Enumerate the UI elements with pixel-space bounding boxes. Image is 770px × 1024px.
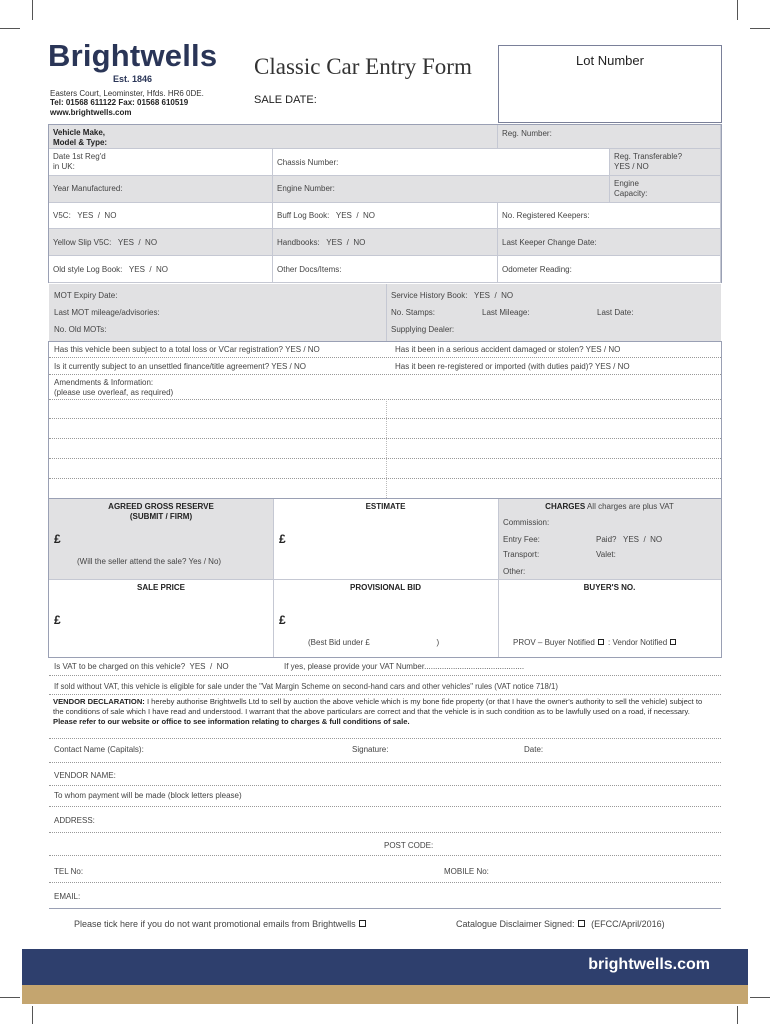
yellow-slip-field[interactable]: Yellow Slip V5C: YES / NO (49, 229, 273, 256)
lot-number-box[interactable] (498, 45, 722, 123)
old-mots-field[interactable]: No. Old MOTs: (54, 325, 107, 334)
stamps-field[interactable]: No. Stamps: (391, 308, 436, 317)
last-keeper-change-field[interactable]: Last Keeper Change Date: (498, 229, 721, 256)
vat-question[interactable]: Is VAT to be charged on this vehicle? YES / NO (54, 662, 229, 671)
sale-date-field[interactable]: SALE DATE: (254, 94, 317, 106)
engine-capacity-field[interactable]: Engine Capacity: (610, 176, 721, 203)
tel-field[interactable]: TEL No: (54, 867, 84, 876)
reserve-pound[interactable]: £ (54, 532, 61, 546)
chassis-number-field[interactable]: Chassis Number: (273, 149, 610, 176)
promo-optout-checkbox[interactable] (359, 920, 366, 927)
supplying-dealer-field[interactable]: Supplying Dealer: (391, 325, 455, 334)
date-field[interactable]: Date: (524, 745, 544, 754)
declaration-label: VENDOR DECLARATION: (53, 697, 145, 706)
seller-attend-question[interactable]: (Will the seller attend the sale? Yes / No) (77, 557, 222, 566)
disclaimer-label: Catalogue Disclaimer Signed: (456, 919, 575, 929)
vehicle-make-field[interactable]: Vehicle Make, Model & Type: (49, 125, 498, 149)
vendor-notified-checkbox[interactable] (670, 639, 676, 645)
handbooks-field[interactable]: Handbooks: YES / NO (273, 229, 498, 256)
email-field[interactable]: EMAIL: (54, 892, 81, 901)
promo-optout-label: Please tick here if you do not want promotional emails from Brightwells (74, 919, 356, 929)
charges-note: All charges are plus VAT (586, 502, 674, 511)
payment-name-field[interactable]: To whom payment will be made (block letters please) (54, 791, 242, 800)
charges-title: CHARGES (545, 502, 586, 511)
contact-name-field[interactable]: Contact Name (Capitals): (54, 745, 144, 754)
amendments-field[interactable]: Amendments & Information: (please use overleaf, as required) (54, 378, 174, 397)
valet-field[interactable]: Valet: (596, 550, 616, 559)
buyers-no-title: BUYER'S NO. (583, 583, 636, 592)
vat-number-field[interactable]: If yes, please provide your VAT Number............................................. (284, 662, 525, 671)
transport-field[interactable]: Transport: (503, 550, 540, 559)
address-field[interactable]: ADDRESS: (54, 816, 95, 825)
other-docs-field[interactable]: Other Docs/Items: (273, 256, 498, 283)
last-mileage-field[interactable]: Last Mileage: (482, 308, 530, 317)
footer-gold-bar (22, 985, 748, 1004)
v5c-field[interactable]: V5C: YES / NO (49, 203, 273, 229)
lot-number-label: Lot Number (576, 53, 644, 68)
sale-price-title: SALE PRICE (136, 583, 185, 592)
vat-margin-scheme-note: If sold without VAT, this vehicle is eligible for sale under the "Vat Margin Scheme on second-hand cars and other vehicles" rules (VAT notice 718/1) (54, 682, 558, 691)
total-loss-question[interactable]: Has this vehicle been subject to a total loss or VCar registration? YES / NO (54, 345, 320, 354)
accident-question[interactable]: Has it been in a serious accident damaged or stolen? YES / NO (395, 345, 621, 354)
reg-transferable-field[interactable]: Reg. Transferable? YES / NO (610, 149, 721, 176)
disclaimer-checkbox[interactable] (578, 920, 585, 927)
estimate-title: ESTIMATE (365, 502, 406, 511)
last-mot-field[interactable]: Last MOT mileage/advisories: (54, 308, 160, 317)
entry-fee-paid-field[interactable]: Paid? YES / NO (596, 535, 663, 544)
brand-est: Est. 1846 (113, 74, 153, 84)
agreed-reserve-title: AGREED GROSS RESERVE (SUBMIT / FIRM) (108, 502, 214, 522)
form-title: Classic Car Entry Form (254, 54, 472, 79)
provisional-bid-pound[interactable]: £ (279, 613, 286, 627)
provisional-bid-title: PROVISIONAL BID (350, 583, 421, 592)
signature-field[interactable]: Signature: (352, 745, 389, 754)
registered-keepers-field[interactable]: No. Registered Keepers: (498, 203, 721, 229)
odometer-field[interactable]: Odometer Reading: (498, 256, 721, 283)
finance-question[interactable]: Is it currently subject to an unsettled finance/title agreement? YES / NO (54, 362, 306, 371)
vendor-notified-label: : Vendor Notified (608, 638, 668, 647)
entry-fee-field[interactable]: Entry Fee: (503, 535, 540, 544)
post-code-field[interactable]: POST CODE: (384, 841, 434, 850)
declaration-bold-text: Please refer to our website or office to see information relating to charges & full conditions of sale. (53, 716, 410, 726)
reg-number-field[interactable]: Reg. Number: (498, 125, 721, 149)
vendor-name-field[interactable]: VENDOR NAME: (54, 771, 116, 780)
declaration-text: I hereby authorise Brightwells Ltd to sell by auction the above vehicle which is my bone fide property (or that I have the owner's authority to sell the vehicle) subject to the conditions of sale which I have read and understood. I warrant that the above particulars are correct and that the vehicle is in such condition as to be lawfully used on a road, if necessary. (53, 697, 703, 716)
prov-buyer-notified-label: PROV – Buyer Notified (513, 638, 595, 647)
footer-bar (22, 949, 748, 985)
reregistered-question[interactable]: Has it been re-registered or imported (with duties paid)? YES / NO (395, 362, 630, 371)
company-website: www.brightwells.com (50, 108, 132, 117)
estimate-pound[interactable]: £ (279, 532, 286, 546)
company-address: Easters Court, Leominster, Hfds. HR6 0DE. (50, 89, 204, 98)
best-bid-field[interactable]: (Best Bid under £ ) (308, 638, 440, 647)
service-history-field[interactable]: Service History Book: YES / NO (391, 291, 514, 300)
brand-logo: Brightwells (48, 38, 218, 73)
engine-number-field[interactable]: Engine Number: (273, 176, 610, 203)
mot-expiry-field[interactable]: MOT Expiry Date: (54, 291, 118, 300)
old-log-book-field[interactable]: Old style Log Book: YES / NO (49, 256, 273, 283)
other-charges-field[interactable]: Other: (503, 567, 526, 576)
last-date-field[interactable]: Last Date: (597, 308, 634, 317)
vendor-declaration (53, 697, 713, 727)
sale-price-pound[interactable]: £ (54, 613, 61, 627)
mobile-field[interactable]: MOBILE No: (444, 867, 489, 876)
year-manufactured-field[interactable]: Year Manufactured: (49, 176, 273, 203)
company-phone-fax: Tel: 01568 611122 Fax: 01568 610519 (50, 98, 189, 107)
buyer-notified-checkbox[interactable] (598, 639, 604, 645)
form-reference: (EFCC/April/2016) (591, 919, 665, 929)
buff-log-book-field[interactable]: Buff Log Book: YES / NO (273, 203, 498, 229)
footer-website[interactable]: brightwells.com (588, 956, 710, 973)
date-registered-field[interactable]: Date 1st Reg'd in UK: (49, 149, 273, 176)
commission-field[interactable]: Commission: (503, 518, 550, 527)
